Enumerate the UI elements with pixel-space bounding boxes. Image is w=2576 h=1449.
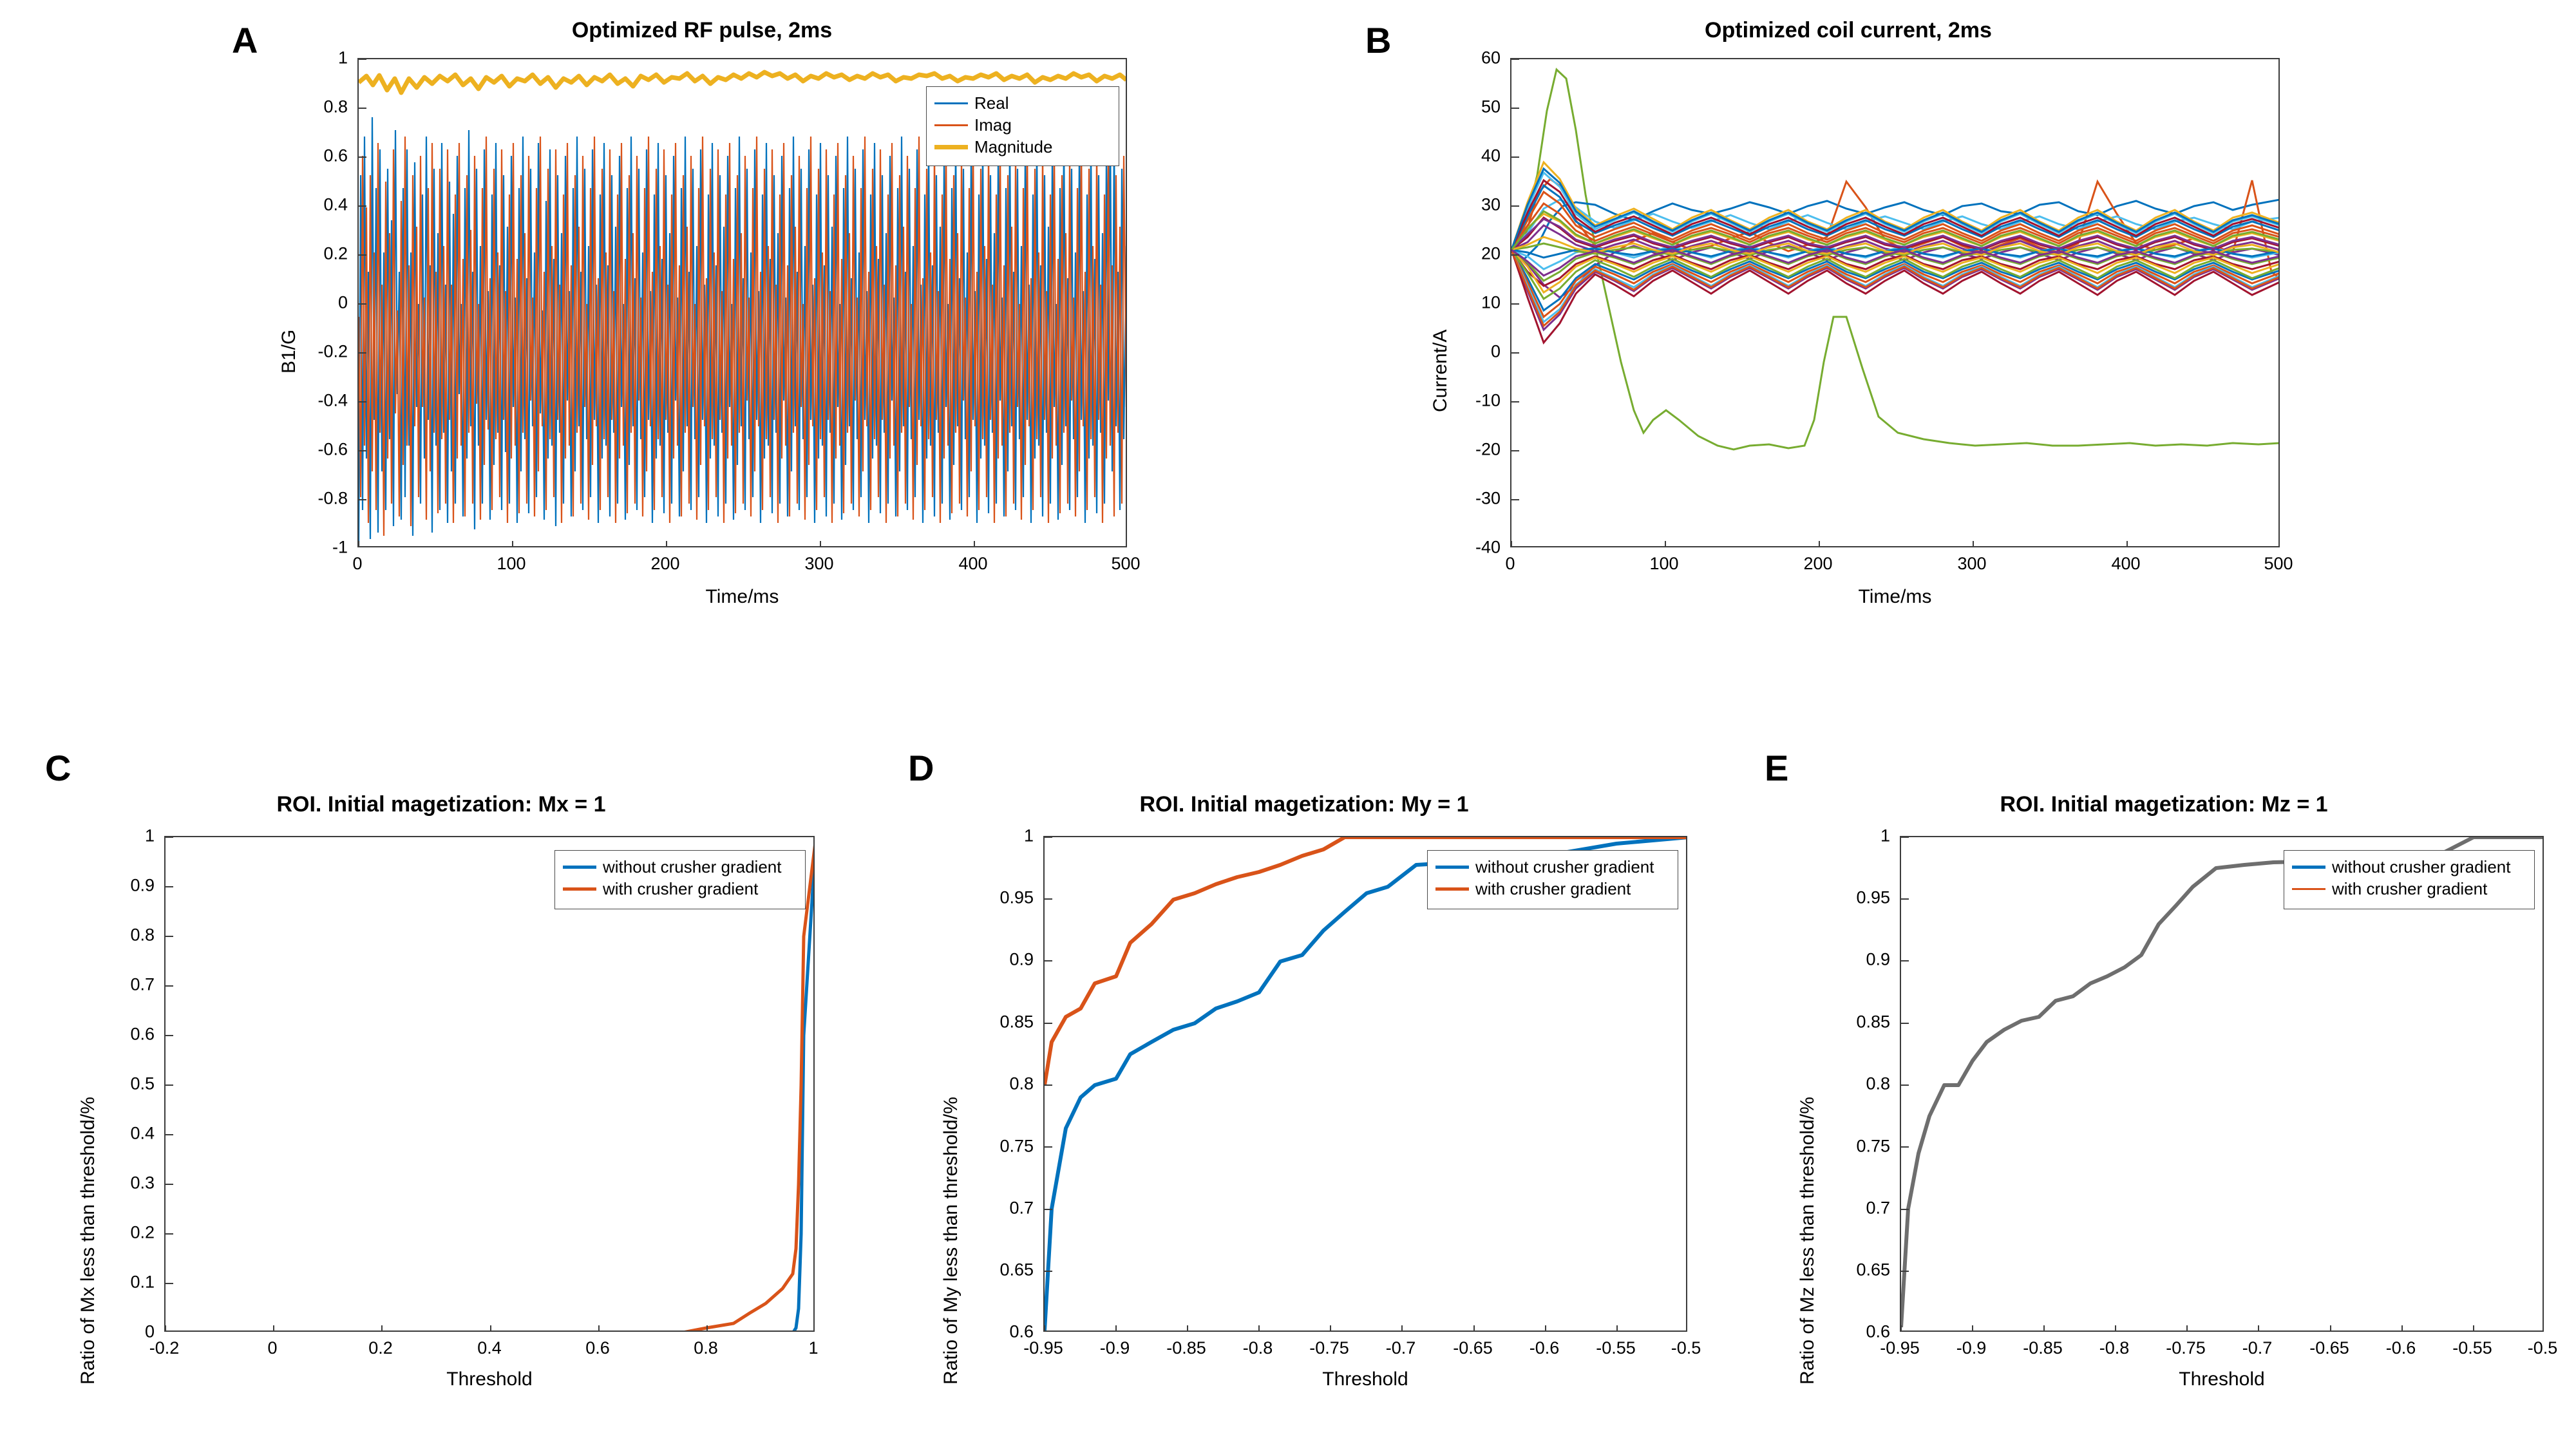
panel-c-ytick: 0.2 xyxy=(130,1222,155,1242)
panel-a-ytick: 0.8 xyxy=(323,97,348,117)
panel-b-ytick: -20 xyxy=(1475,439,1501,459)
panel-d-ytick: 0.8 xyxy=(1009,1074,1034,1094)
panel-e-ytick: 1 xyxy=(1880,826,1890,846)
panel-b-ytick: 10 xyxy=(1481,292,1501,312)
panel-d-xtick: -0.65 xyxy=(1453,1338,1493,1358)
legend-swatch-real xyxy=(934,102,968,104)
panel-a-ytick: 0.4 xyxy=(323,194,348,214)
panel-e-ytick: 0.9 xyxy=(1866,949,1890,969)
panel-e-tickmarks xyxy=(1901,837,2544,1332)
panel-d-xtick: -0.7 xyxy=(1385,1338,1416,1358)
panel-e-xtick: -0.95 xyxy=(1880,1338,1920,1358)
panel-letter-e: E xyxy=(1765,748,1789,788)
panel-b-title: Optimized coil current, 2ms xyxy=(1705,18,1992,43)
panel-e xyxy=(1758,741,2570,1443)
legend-label: with crusher gradient xyxy=(2332,878,2488,898)
panel-c-ytick: 0.8 xyxy=(130,925,155,945)
panel-b-ytick: 20 xyxy=(1481,243,1501,263)
panel-d-ytick: 0.75 xyxy=(999,1136,1034,1156)
panel-c-tickmarks xyxy=(166,837,815,1332)
panel-e-ytick: 0.85 xyxy=(1856,1012,1890,1032)
legend-label: Imag xyxy=(974,115,1012,135)
panel-e-xlabel: Threshold xyxy=(2179,1368,2265,1390)
panel-d-xtick: -0.55 xyxy=(1596,1338,1636,1358)
panel-d-xtick: -0.85 xyxy=(1166,1338,1206,1358)
legend-swatch-with-crusher xyxy=(1435,887,1469,891)
legend-item-with-crusher xyxy=(563,878,797,900)
panel-a-xtick: 500 xyxy=(1111,554,1141,573)
panel-a-xtick: 100 xyxy=(497,554,526,573)
panel-b-ytick: -40 xyxy=(1475,537,1501,557)
panel-b-xtick: 400 xyxy=(2111,554,2141,573)
panel-b-ytick: -10 xyxy=(1475,390,1501,410)
panel-b-xtick: 0 xyxy=(1505,554,1515,573)
panel-d-legend[interactable] xyxy=(1427,850,1678,909)
panel-b-ytick: 60 xyxy=(1481,48,1501,68)
legend-item-without-crusher xyxy=(2292,856,2526,878)
panel-c-xtick: 0.8 xyxy=(694,1338,718,1358)
panel-d-ylabel: Ratio of My less than threshold/% xyxy=(940,1097,961,1385)
panel-c-xtick: 0 xyxy=(267,1338,278,1358)
legend-item-magnitude xyxy=(934,136,1111,158)
legend-label: without crusher gradient xyxy=(603,857,782,876)
panel-letter-c: C xyxy=(45,748,71,788)
panel-e-xtick: -0.85 xyxy=(2023,1338,2063,1358)
panel-a-xtick: 300 xyxy=(804,554,834,573)
legend-item-with-crusher xyxy=(1435,878,1670,900)
panel-e-xtick: -0.65 xyxy=(2309,1338,2349,1358)
panel-b-xtick: 100 xyxy=(1649,554,1679,573)
legend-swatch-without-crusher xyxy=(1435,866,1469,869)
panel-e-series-overlapping xyxy=(1901,837,2544,1327)
panel-e-xtick: -0.6 xyxy=(2385,1338,2416,1358)
panel-d-xtick: -0.75 xyxy=(1309,1338,1349,1358)
panel-c-ytick: 1 xyxy=(144,826,155,846)
panel-b-xtick: 300 xyxy=(1957,554,1987,573)
legend-label: Real xyxy=(974,93,1009,113)
panel-c xyxy=(39,741,844,1443)
panel-c-plot xyxy=(166,837,815,1332)
panel-d-tickmarks xyxy=(1045,837,1687,1332)
panel-e-ytick: 0.95 xyxy=(1856,887,1890,907)
panel-e-ytick: 0.8 xyxy=(1866,1074,1890,1094)
panel-d-xtick: -0.95 xyxy=(1023,1338,1063,1358)
panel-c-ytick: 0.1 xyxy=(130,1272,155,1292)
panel-c-xtick: 0.4 xyxy=(477,1338,502,1358)
panel-b-plot xyxy=(1511,59,2280,547)
legend-item-real xyxy=(934,92,1111,114)
panel-e-xtick: -0.55 xyxy=(2452,1338,2492,1358)
panel-d-xtick: -0.8 xyxy=(1242,1338,1273,1358)
panel-d-xtick: -0.6 xyxy=(1529,1338,1560,1358)
panel-letter-b: B xyxy=(1365,20,1392,61)
panel-e-ylabel: Ratio of Mz less than threshold/% xyxy=(1797,1097,1818,1385)
panel-e-xtick: -0.7 xyxy=(2242,1338,2273,1358)
panel-a xyxy=(232,13,1159,721)
panel-d-axes xyxy=(1043,836,1687,1332)
panel-d-xtick: -0.5 xyxy=(1671,1338,1701,1358)
panel-a-ytick: 0 xyxy=(337,292,348,312)
panel-d-ytick: 0.65 xyxy=(999,1260,1034,1280)
panel-c-ytick: 0.3 xyxy=(130,1173,155,1193)
panel-letter-d: D xyxy=(908,748,934,788)
panel-b-coil-currents xyxy=(1511,70,2280,450)
panel-d-ytick: 0.7 xyxy=(1009,1198,1034,1218)
panel-d-xtick: -0.9 xyxy=(1099,1338,1130,1358)
panel-c-xtick: 1 xyxy=(808,1338,819,1358)
panel-a-ytick: 0.2 xyxy=(323,243,348,263)
panel-a-ytick: -0.4 xyxy=(317,390,348,410)
panel-c-xtick: -0.2 xyxy=(149,1338,180,1358)
panel-c-series-without-crusher xyxy=(220,837,815,1332)
panel-e-title: ROI. Initial magetization: Mz = 1 xyxy=(2000,792,2328,817)
panel-b-xtick: 200 xyxy=(1803,554,1833,573)
panel-b-ylabel: Current/A xyxy=(1430,329,1451,412)
panel-b-ytick: 0 xyxy=(1490,341,1501,361)
legend-swatch-without-crusher xyxy=(2292,866,2325,869)
panel-d-xlabel: Threshold xyxy=(1322,1368,1408,1390)
panel-a-title: Optimized RF pulse, 2ms xyxy=(571,18,833,43)
panel-d-ytick: 0.9 xyxy=(1009,949,1034,969)
panel-d-ytick: 1 xyxy=(1023,826,1034,846)
panel-b-xlabel: Time/ms xyxy=(1858,586,1932,607)
panel-a-ytick: -0.8 xyxy=(317,488,348,508)
panel-d-ytick: 0.85 xyxy=(999,1012,1034,1032)
panel-a-ytick: 1 xyxy=(337,48,348,68)
legend-swatch-without-crusher xyxy=(563,866,596,869)
panel-a-xlabel: Time/ms xyxy=(705,586,779,607)
panel-b-ytick: 30 xyxy=(1481,194,1501,214)
panel-c-ytick: 0.6 xyxy=(130,1024,155,1044)
panel-c-xlabel: Threshold xyxy=(446,1368,533,1390)
panel-d-ytick: 0.95 xyxy=(999,887,1034,907)
panel-d-title: ROI. Initial magetization: My = 1 xyxy=(1139,792,1469,817)
panel-d-plot xyxy=(1045,837,1687,1332)
panel-e-ytick: 0.65 xyxy=(1856,1260,1890,1280)
panel-e-xtick: -0.9 xyxy=(1956,1338,1987,1358)
panel-c-legend[interactable] xyxy=(554,850,806,909)
legend-item-imag xyxy=(934,114,1111,136)
panel-a-xtick: 0 xyxy=(352,554,363,573)
panel-b-ytick: 40 xyxy=(1481,146,1501,166)
panel-a-ytick: -0.6 xyxy=(317,439,348,459)
panel-a-ytick: -1 xyxy=(332,537,348,557)
panel-letter-a: A xyxy=(232,20,258,61)
panel-a-xtick: 400 xyxy=(958,554,988,573)
panel-c-ytick: 0.9 xyxy=(130,875,155,895)
legend-swatch-magnitude xyxy=(934,145,968,149)
panel-a-legend[interactable] xyxy=(926,86,1119,166)
legend-label: without crusher gradient xyxy=(2332,857,2511,876)
legend-item-without-crusher xyxy=(1435,856,1670,878)
legend-label: Magnitude xyxy=(974,137,1053,156)
panel-a-ytick: -0.2 xyxy=(317,341,348,361)
panel-e-ytick: 0.6 xyxy=(1866,1321,1890,1341)
panel-e-xtick: -0.75 xyxy=(2166,1338,2206,1358)
panel-c-xtick: 0.2 xyxy=(368,1338,393,1358)
legend-item-without-crusher xyxy=(563,856,797,878)
panel-e-axes xyxy=(1900,836,2544,1332)
legend-swatch-with-crusher xyxy=(563,887,596,891)
panel-d-series-without-crusher xyxy=(1045,837,1687,1331)
panel-a-xtick: 200 xyxy=(650,554,680,573)
panel-c-ytick: 0 xyxy=(144,1321,155,1341)
panel-e-legend[interactable] xyxy=(2284,850,2535,909)
legend-item-with-crusher xyxy=(2292,878,2526,900)
panel-a-axes xyxy=(357,58,1127,547)
panel-e-xtick: -0.8 xyxy=(2099,1338,2130,1358)
panel-c-ytick: 0.4 xyxy=(130,1123,155,1143)
panel-b-xtick: 500 xyxy=(2264,554,2293,573)
panel-d-ytick: 0.6 xyxy=(1009,1321,1034,1341)
legend-label: with crusher gradient xyxy=(603,878,759,898)
panel-c-ytick: 0.7 xyxy=(130,974,155,994)
panel-c-axes xyxy=(164,836,815,1332)
panel-c-ytick: 0.5 xyxy=(130,1074,155,1094)
panel-d xyxy=(902,741,1707,1443)
legend-label: with crusher gradient xyxy=(1475,878,1631,898)
panel-c-series-with-crusher xyxy=(220,837,815,1332)
panel-b-axes xyxy=(1510,58,2280,547)
panel-e-xtick: -0.5 xyxy=(2527,1338,2558,1358)
panel-c-xtick: 0.6 xyxy=(585,1338,610,1358)
panel-e-plot xyxy=(1901,837,2544,1332)
panel-a-ytick: 0.6 xyxy=(323,146,348,166)
panel-c-ylabel: Ratio of Mx less than threshold/% xyxy=(77,1097,99,1385)
legend-label: without crusher gradient xyxy=(1475,857,1654,876)
panel-b xyxy=(1365,13,2331,721)
panel-e-ytick: 0.7 xyxy=(1866,1198,1890,1218)
panel-a-ylabel: B1/G xyxy=(278,329,299,374)
panel-e-ytick: 0.75 xyxy=(1856,1136,1890,1156)
panel-b-ytick: 50 xyxy=(1481,97,1501,117)
panel-c-title: ROI. Initial magetization: Mx = 1 xyxy=(276,792,606,817)
legend-swatch-with-crusher xyxy=(2292,888,2325,890)
legend-swatch-imag xyxy=(934,124,968,126)
panel-b-tickmarks xyxy=(1511,59,2280,547)
panel-b-ytick: -30 xyxy=(1475,488,1501,508)
